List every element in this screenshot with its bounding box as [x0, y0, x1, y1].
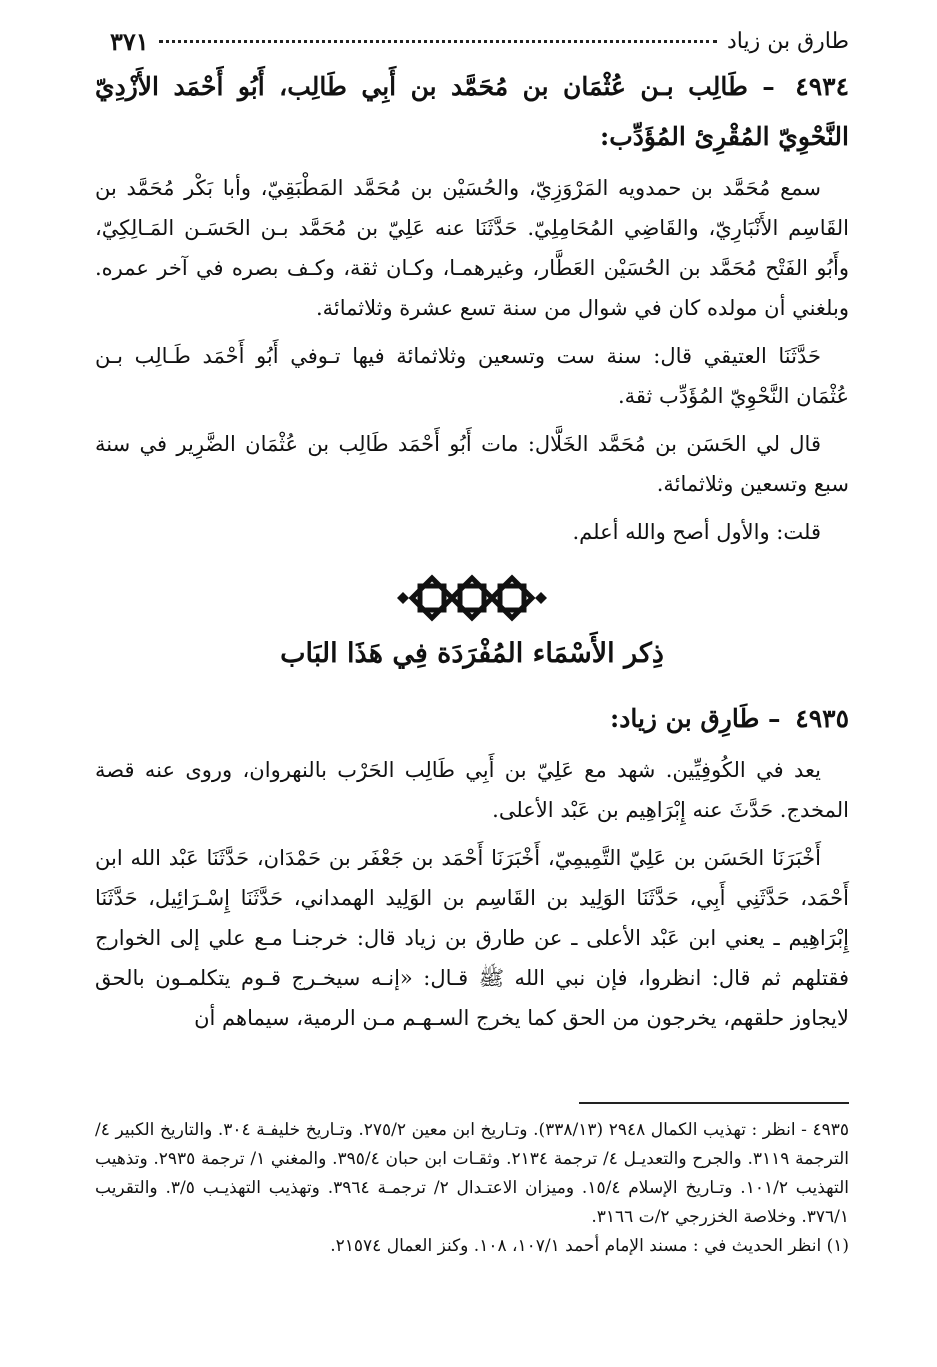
entry-number: ٤٩٣٤: [795, 72, 849, 101]
entry-heading-text: – طَارِق بن زياد:: [609, 704, 781, 733]
entry-4934-heading: [95, 62, 849, 162]
entry-4934-paragraph: حَدَّثَنَا العتيقي قال: سنة ست وتسعين وثلاثمائة فيها تـوفي أَبُو أَحْمَد طَـالِب بـن عُثْمَان النَّحْوِيّ المُؤَدِّب ثقة.: [95, 344, 849, 408]
header-leader-dots: [159, 40, 717, 43]
footnote: ٤٩٣٥ - انظر : تهذيب الكمال ٢٩٤٨ (٣٣٨/١٣). وتـاريخ ابن معين ٢٧٥/٢. وتـاريخ خليفـة ٣٠٤. والتاريخ الكبير ٤/ الترجمة ٣١١٩. والجرح والتعديـل ٤/ ترجمة ٢١٣٤. وثقـات ابن حبان ٣٩٥/٤. والمغني ١/ ترجمة ٢٩٣٥. وتذهيب التهذيب ١٠١/٢. وتـاريخ الإسلام ١٥/٤. وميزان الاعتـدال ٢/ ترجمـة ٣٩٦٤. وتهذيب التهذيـب ٣/٥. والتقريب ٣٧٦/١. وخلاصة الخزرجي ٢/ت ٣١٦٦.: [95, 1120, 850, 1227]
entry-4935-paragraph: أَخْبَرَنَا الحَسَن بن عَلِيّ التَّمِيمِيّ، أَخْبَرَنَا أَحْمَد بن جَعْفَر بن حَمْدَان، حَدَّثَنَا عَبْد الله ابن أَحْمَد، حَدَّثَنِي أَبِي، حَدَّثَنَا الوَلِيد بن القَاسِم بن الوَلِيد الهمداني، حَدَّثَنَا إِسْـرَائِيل، حَدَّثَنَا إِبْرَاهِيم ـ يعني ابن عَبْد الأعلى ـ عن طارق بن زياد قال: خرجنـا مـع علي إلى الخوارج فقتلهم ثم قال: انظروا، فإن نبي الله ﷺ قـال: «إنـه سيخـرج قـوم يتكلمـون بالحق لايجاوز حلقهم، يخرجون من الحق كما يخرج السـهـم مـن الرمية، سيماهم أن: [95, 846, 849, 1030]
footnotes: [95, 1116, 849, 1261]
page-number: ٣٧١: [110, 26, 149, 56]
entry-4934-paragraph: قلت: والأول أصح والله أعلم.: [572, 520, 821, 544]
entry-number: ٤٩٣٥: [795, 704, 849, 733]
entry-4934-paragraph: سمع مُحَمَّد بن حمدويه المَرْوَزِيّ، والحُسَيْن بن مُحَمَّد المَطْبَقِيّ، وأبا بَكْر مُحَمَّد بن القَاسِم الأَنْبَارِيّ، والقَاضِي المُحَامِلِيّ. حَدَّثَنَا عنه عَلِيّ بن مُحَمَّد بـن الحَسَـن المَـالِكِيّ، وأَبُو الفَتْح مُحَمَّد بن الحُسَيْن العَطَّار، وغيرهمـا، وكـان ثقة، وكـف بصره في آخر عمره. وبلغني أن مولده كان في شوال من سنة تسع عشرة وثلاثمائة.: [95, 176, 849, 320]
entry-heading-text: – طَالِب بـن عُثْمَان بن مُحَمَّد بن أَبِي طَالِب، أَبُو أَحْمَد الأَزْدِيّ النَّحْوِيّ المُقْرِئ المُؤَدِّب:: [95, 72, 849, 151]
entry-4934-paragraph: قال لي الحَسَن بن مُحَمَّد الخَلَّال: مات أَبُو أَحْمَد طَالِب بن عُثْمَان الضَّرِير في سنة سبع وتسعين وثلاثمائة.: [95, 432, 849, 496]
interlaced-diamond-ornament-icon: [387, 572, 557, 624]
running-title: طارق بن زياد: [726, 28, 849, 54]
footnote: (١) انظر الحديث في : مسند الإمام أحمد ١٠٧/١، ١٠٨. وكنز العمال ٢١٥٧٤.: [330, 1236, 849, 1256]
section-title: ذِكر الأَسْمَاء المُفْرَدَة فِي هَذَا البَاب: [280, 638, 664, 669]
ornament-svg: [387, 572, 557, 624]
entry-4935-paragraph: يعد في الكُوفِيِّين. شهد مع عَلِيّ بن أَبِي طَالِب الحَرْب بالنهروان، وروى عنه قصة المخدج. حَدَّثَ عنه إِبْرَاهِيم بن عَبْد الأعلى.: [95, 758, 849, 822]
entry-4935-heading: [95, 694, 849, 744]
page-body: [95, 62, 849, 1046]
footnote-separator: [579, 1102, 849, 1104]
running-header: [110, 24, 849, 58]
